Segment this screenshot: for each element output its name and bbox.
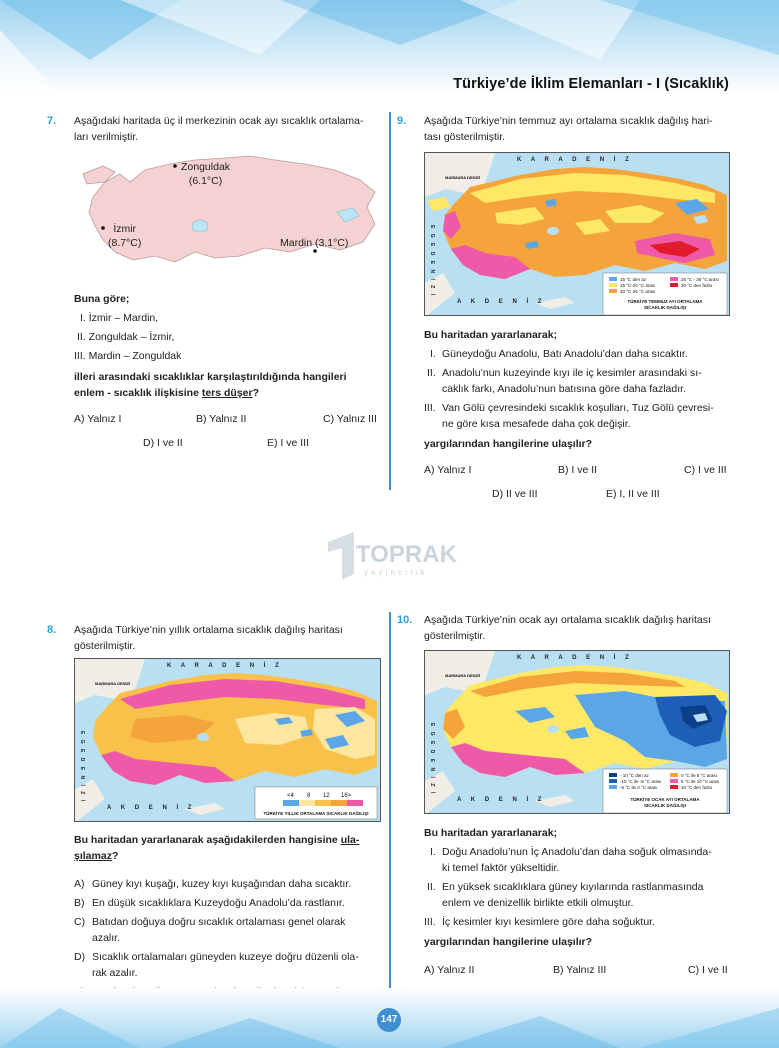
q9-option-b[interactable]: B) I ve II (558, 464, 598, 476)
svg-text:A K D E N İ Z: A K D E N İ Z (107, 805, 196, 811)
q8-stem: Aşağıda Türkiye’nin yıllık ortalama sıcaklık dağılış haritası (74, 624, 343, 636)
q9-stem: Aşağıda Türkiye’nin temmuz ayı ortalama sıcaklık dağılış hari- (424, 115, 713, 127)
svg-text:16>: 16> (341, 793, 352, 799)
column-divider-top (389, 112, 391, 490)
q10-item-1: Doğu Anadolu’nun İç Anadolu’dan daha soğuk olmasında- (442, 846, 712, 858)
q7-option-b[interactable]: B) Yalnız II (196, 413, 247, 425)
question-stem: Aşağıdaki haritada üç il merkezinin ocak ayı sıcaklık ortalama- (74, 115, 364, 127)
svg-text:30 °C den fazla: 30 °C den fazla (681, 283, 712, 288)
q8-option-a[interactable]: Güney kıyı kuşağı, kuzey kıyı kuşağından daha sıcaktır. (92, 878, 352, 890)
q8-option-c[interactable]: Batıdan doğuya doğru sıcaklık ortalaması genel olarak (92, 916, 346, 928)
q8-ask-line2: şılamaz? (74, 850, 119, 862)
q10-item-3-num: III. (424, 916, 436, 928)
q9-item-2-num: II. (427, 367, 436, 379)
svg-text:SICAKLIK DAĞILIŞI: SICAKLIK DAĞILIŞI (643, 305, 687, 310)
mardin-label: Mardin (3.1°C) (280, 237, 349, 249)
svg-text:15 °C-20 °C arası: 15 °C-20 °C arası (620, 283, 656, 288)
q9-item-2-cont: caklık farkı, Anadolu’nun batısına göre daha fazladır. (442, 383, 686, 395)
q7-ask-line1: illeri arasındaki sıcaklıklar karşılaştırıldığında hangileri (74, 371, 347, 383)
page-title: Türkiye’de İklim Elemanları - I (Sıcaklık) (453, 76, 729, 92)
q8-stem-cont: gösterilmiştir. (74, 640, 136, 652)
q9-option-d[interactable]: D) II ve III (492, 488, 538, 500)
q10-option-c[interactable]: C) I ve II (688, 964, 728, 976)
q7-option-d[interactable]: D) I ve II (143, 437, 183, 449)
svg-text:E G E D E N İ Z İ: E G E D E N İ Z İ (79, 731, 85, 804)
q7-item-2: II. Zonguldak – İzmir, (77, 331, 175, 343)
svg-text:- 10 °C den az: - 10 °C den az (620, 773, 649, 778)
svg-text:MARMARA DENİZİ: MARMARA DENİZİ (445, 175, 481, 180)
question-10-number: 10. (397, 614, 413, 626)
svg-text:E G E D E N İ Z İ: E G E D E N İ Z İ (429, 225, 435, 298)
q7-option-c[interactable]: C) Yalnız III (323, 413, 377, 425)
svg-text:yayıncılık: yayıncılık (364, 568, 428, 577)
q9-option-e[interactable]: E) I, II ve III (606, 488, 660, 500)
q8-option-d-cont[interactable]: rak azalır. (92, 967, 138, 979)
q9-item-1: Güneydoğu Anadolu, Batı Anadolu’dan daha sıcaktır. (442, 348, 688, 360)
q9-stem-cont: tası gösterilmiştir. (424, 131, 506, 143)
q7-item-3: III. Mardin – Zonguldak (74, 350, 182, 362)
svg-text:5 °C ile 10 °C arası: 5 °C ile 10 °C arası (681, 779, 720, 784)
q10-option-b[interactable]: B) Yalnız III (553, 964, 607, 976)
svg-text:8: 8 (307, 793, 311, 799)
q9-item-3-cont: ne göre kısa mesafede daha çok değişir. (442, 418, 631, 430)
q9-option-a[interactable]: A) Yalnız I (424, 464, 472, 476)
page-number: 147 (377, 1008, 401, 1032)
q10-item-2: En yüksek sıcaklıklara güney kıyılarında rastlanmasında (442, 881, 704, 893)
svg-text:10 °C den fazla: 10 °C den fazla (681, 785, 712, 790)
q10-item-1-cont: ki temel faktör yükseltidir. (442, 862, 560, 874)
svg-text:0 °C ile 5 °C arası: 0 °C ile 5 °C arası (681, 773, 717, 778)
q7-ask-line2: enlem - sıcaklık ilişkisine ters düşer? (74, 387, 260, 399)
q10-lead: Bu haritadan yararlanarak; (424, 827, 558, 839)
svg-text:TÜRKİYE TEMMUZ AYI ORTALAMA: TÜRKİYE TEMMUZ AYI ORTALAMA (627, 299, 703, 304)
svg-text:20 °C-25 °C arası: 20 °C-25 °C arası (620, 289, 656, 294)
q8-option-c-letter[interactable]: C) (74, 916, 86, 928)
svg-text:K A R A D E N İ Z: K A R A D E N İ Z (517, 157, 633, 163)
q9-item-3-num: III. (424, 402, 436, 414)
q10-item-3: İç kesimler kıyı kesimlere göre daha soğuktur. (442, 916, 656, 928)
q10-temperature-map (424, 650, 730, 814)
question-number: 7. (47, 115, 57, 127)
q9-item-2: Anadolu’nun kuzeyinde kıyı ile iç kesimler arasındaki sı- (442, 367, 702, 379)
q7-item-1: I. İzmir – Mardin, (80, 312, 159, 324)
svg-text:K A R A D E N İ Z: K A R A D E N İ Z (517, 655, 633, 661)
q7-option-a[interactable]: A) Yalnız I (74, 413, 122, 425)
q8-option-b-letter[interactable]: B) (74, 897, 85, 909)
svg-text:MARMARA DENİZİ: MARMARA DENİZİ (445, 673, 481, 678)
svg-text:MARMARA DENİZİ: MARMARA DENİZİ (95, 681, 131, 686)
q10-item-1-num: I. (430, 846, 436, 858)
zonguldak-label: Zonguldak (6.1°C) (181, 161, 231, 188)
svg-text:TÜRKİYE YILLIK ORTALAMA SICAKL: TÜRKİYE YILLIK ORTALAMA SICAKLIK DAĞILIŞI (263, 811, 369, 816)
q10-option-a[interactable]: A) Yalnız II (424, 964, 475, 976)
q9-lead: Bu haritadan yararlanarak; (424, 329, 558, 341)
q7-option-e[interactable]: E) I ve III (267, 437, 310, 449)
svg-text:-5 °C ile 0 °C arası: -5 °C ile 0 °C arası (620, 785, 658, 790)
svg-text:TOPRAK: TOPRAK (356, 541, 457, 568)
column-divider-bottom (389, 612, 391, 1002)
svg-text:15 °C den az: 15 °C den az (620, 277, 647, 282)
q8-option-c-cont[interactable]: azalır. (92, 932, 121, 944)
q10-item-2-cont: enlem ve denizellik birlikte etkili olmuştur. (442, 897, 634, 909)
q10-item-2-num: II. (427, 881, 436, 893)
svg-text:A K D E N İ Z: A K D E N İ Z (457, 797, 546, 803)
svg-text:<4: <4 (287, 793, 294, 799)
svg-text:-10 °C ile -5 °C arası: -10 °C ile -5 °C arası (620, 779, 662, 784)
q8-option-a-letter[interactable]: A) (74, 878, 85, 890)
q8-ask-line1: Bu haritadan yararlanarak aşağıdakilerden hangisine ula- (74, 834, 360, 846)
toprak-watermark-logo (324, 528, 459, 584)
q10-ask: yargılarından hangilerine ulaşılır? (424, 936, 593, 948)
q8-temperature-map (74, 658, 381, 822)
q9-item-3: Van Gölü çevresindeki sıcaklık koşulları, Tuz Gölü çevresi- (442, 402, 714, 414)
q10-stem: Aşağıda Türkiye’nin ocak ayı ortalama sıcaklık dağılış haritası (424, 614, 711, 626)
svg-text:25 °C - 30 °C arası: 25 °C - 30 °C arası (681, 277, 719, 282)
svg-text:SICAKLIK DAĞILIŞI: SICAKLIK DAĞILIŞI (643, 803, 687, 808)
q9-option-c[interactable]: C) I ve III (684, 464, 727, 476)
question-9-number: 9. (397, 115, 407, 127)
svg-text:A K D E N İ Z: A K D E N İ Z (457, 299, 546, 305)
svg-text:K A R A D E N İ Z: K A R A D E N İ Z (167, 663, 283, 669)
q8-option-d[interactable]: Sıcaklık ortalamaları güneyden kuzeye doğru düzenli ola- (92, 951, 359, 963)
izmir-label: İzmir (8.7°C) (108, 223, 142, 250)
q8-option-b[interactable]: En düşük sıcaklıklara Kuzeydoğu Anadolu’da rastlanır. (92, 897, 345, 909)
q8-option-d-letter[interactable]: D) (74, 951, 86, 963)
q7-lead: Buna göre; (74, 293, 130, 305)
svg-text:12: 12 (323, 793, 330, 799)
question-stem-cont: ları verilmiştir. (74, 131, 139, 143)
q9-ask: yargılarından hangilerine ulaşılır? (424, 438, 593, 450)
q9-temperature-map (424, 152, 730, 316)
svg-text:E G E D E N İ Z İ: E G E D E N İ Z İ (429, 723, 435, 796)
svg-text:TÜRKİYE OCAK AYI ORTALAMA: TÜRKİYE OCAK AYI ORTALAMA (630, 797, 700, 802)
q9-item-1-num: I. (430, 348, 436, 360)
q10-stem-cont: gösterilmiştir. (424, 630, 486, 642)
question-8-number: 8. (47, 624, 57, 636)
